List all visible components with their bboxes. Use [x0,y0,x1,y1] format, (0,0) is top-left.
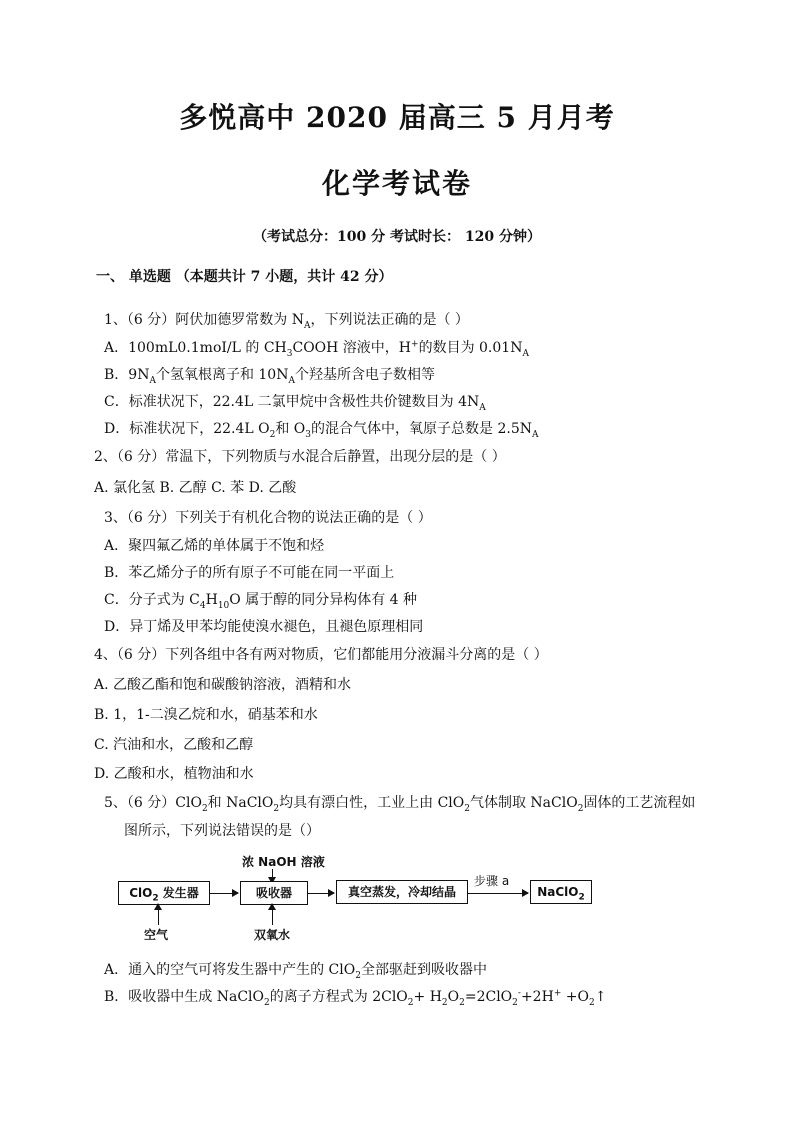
q2-options: A. 氯化氢 B. 乙醇 C. 苯 D. 乙酸 [94,480,297,496]
q5-option-b: B．吸收器中生成 NaClO$_2$的离子方程式为 $2ClO_2+ H_2O_2=2ClO_2^-+2H^+$ $+O_2↑$ [104,988,607,1008]
q1-option-b: B．$9N_A$个氢氧根离子和 $10N_A$个羟基所含电子数相等 [104,367,435,386]
h2o2-label: 双氧水 [254,928,291,942]
q1-option-a: A．100mL0.1moI/L 的 $CH_3COOH$ 溶液中，H+的数目为 $0.01N_A$ [104,339,529,359]
flow-arrow-2 [308,893,334,894]
q3-stem: 3、（6 分）下列关于有机化合物的说法正确的是（ ） [104,510,432,526]
q1-option-c: C．标准状况下，22.4L 二氯甲烷中含极性共价键数目为 $4N_A$ [104,394,486,413]
air-label: 空气 [144,928,169,942]
absorber-box: 吸收器 [240,881,308,905]
q3-option-c: C．分子式为 $C_4H_{10}O$ 属于醇的同分异构体有 4 种 [104,592,418,611]
q2-stem: 2、（6 分）常温下，下列物质与水混合后静置，出现分层的是（ ） [94,449,506,465]
q4-option-b: B. 1，1-二溴乙烷和水，硝基苯和水 [94,707,318,723]
q3-option-a: A．聚四氟乙烯的单体属于不饱和烃 [104,538,325,554]
q1-option-d: D．标准状况下，22.4L $O_2$和 $O_3$的混合气体中，氧原子总数是 $2.5N_A$ [104,421,539,440]
q5-stem-line2: 图所示，下列说法错误的是（） [124,823,320,839]
q4-stem: 4、（6 分）下列各组中各有两对物质，它们都能用分液漏斗分离的是（ ） [94,647,548,663]
exam-title: 多悦高中 2020 届高三 5 月月考 [179,101,615,134]
h2o2-arrow [272,905,273,925]
evaporation-box: 真空蒸发，冷却结晶 [336,880,468,904]
q1-stem: 1、（6 分）阿伏加德罗常数为 $N_A$，下列说法正确的是（ ） [104,312,469,331]
air-arrow [158,905,159,925]
exam-info: （考试总分：100 分 考试时长： 120 分钟） [253,229,541,245]
step-a-label: 步骤 a [474,874,510,888]
q4-option-d: D. 乙酸和水，植物油和水 [94,766,254,782]
q5-option-a: A．通入的空气可将发生器中产生的 ClO$_2$全部驱赶到吸收器中 [104,962,487,981]
clo2-generator-box: ClO$_2$ 发生器 [118,881,210,905]
q5-stem: 5、（6 分）ClO$_2$和 NaClO$_2$均具有漂白性，工业上由 ClO$_2$气体制取 NaClO$_2$固体的工艺流程如 [104,795,696,814]
naclo2-box: NaClO$_2$ [530,880,592,904]
exam-subtitle: 化学考试卷 [321,167,472,200]
q4-option-a: A. 乙酸乙酯和饱和碳酸钠溶液，酒精和水 [94,677,352,693]
flow-arrow-1 [210,893,238,894]
q3-option-d: D．异丁烯及甲苯均能使溴水褪色，且褪色原理相同 [104,619,424,635]
q3-option-b: B．苯乙烯分子的所有原子不可能在同一平面上 [104,565,395,581]
section-heading: 一、 单选题 （本题共计 7 小题，共计 42 分） [96,269,393,285]
q4-option-c: C. 汽油和水，乙酸和乙醇 [94,737,254,753]
flow-arrow-3 [468,893,528,894]
naoh-label: 浓 NaOH 溶液 [242,855,325,869]
